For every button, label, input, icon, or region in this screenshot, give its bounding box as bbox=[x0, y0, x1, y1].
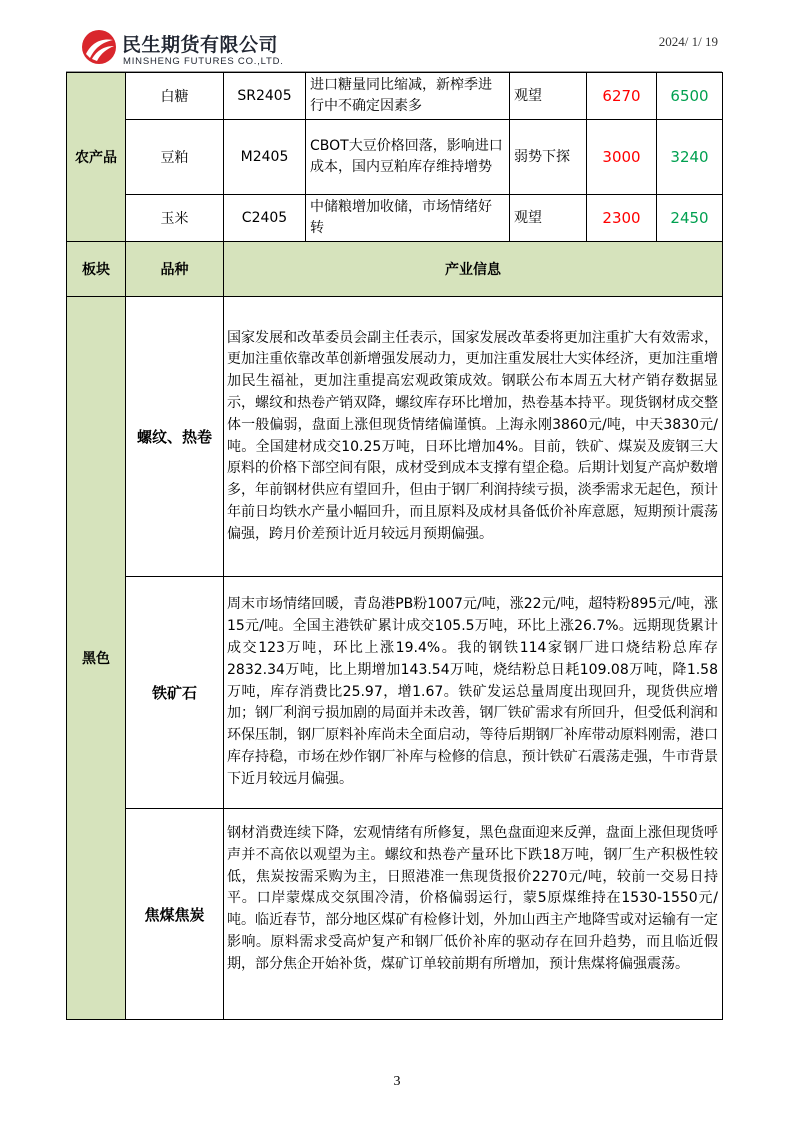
table-row bbox=[67, 577, 723, 809]
reason-cell: 进口糖量同比缩减，新榨季进行中不确定因素多 bbox=[306, 73, 510, 120]
sector-black: 黑色 bbox=[67, 297, 126, 1020]
view-cell: 弱势下探 bbox=[510, 120, 587, 195]
info-cell: 周末市场情绪回暖，青岛港PB粉1007元/吨，涨22元/吨，超特粉895元/吨，涨15元/吨。全国主港铁矿累计成交105.5万吨，环比上涨26.7%。远期现货累计成交123万吨，环比上涨19.4%。我的钢铁114家钢厂进口烧结粉总库存2832.34万吨，比上期增加143.54万吨，烧结粉总日耗109.08万吨，降1.58万吨，库存消费比25.97，增1.67。铁矿发运总量周度出现回升，现货供应增加；钢厂利润亏损加剧的局面并未改善，钢厂铁矿需求有所回升，但受低利润和环保压制，钢厂原料补库尚未全面启动，等待后期钢厂补库带动原料刚需，港口库存持稳，市场在炒作钢厂补库与检修的信息，预计铁矿石震荡走强，牛市背景下近月较远月偏强。 bbox=[224, 577, 723, 809]
reason-cell: 中储粮增加收储，市场情绪好转 bbox=[306, 195, 510, 242]
low-price-cell: 6270 bbox=[587, 73, 657, 120]
page-number: 3 bbox=[393, 1074, 401, 1089]
low-price-cell: 3000 bbox=[587, 120, 657, 195]
header-sector: 板块 bbox=[67, 242, 126, 297]
high-price-cell: 6500 bbox=[657, 73, 723, 120]
contract-cell: C2405 bbox=[224, 195, 306, 242]
report-date: 2024/ 1/ 19 bbox=[658, 34, 718, 49]
industry-table bbox=[66, 72, 723, 1020]
high-price-cell: 2450 bbox=[657, 195, 723, 242]
table-row bbox=[67, 195, 723, 242]
table-row bbox=[67, 809, 723, 1020]
minsheng-logo-icon bbox=[80, 28, 118, 66]
high-price-cell: 3240 bbox=[657, 120, 723, 195]
header-info: 产业信息 bbox=[224, 242, 723, 297]
sector-agri: 农产品 bbox=[67, 73, 126, 242]
low-price-cell: 2300 bbox=[587, 195, 657, 242]
variety-cell: 焦煤焦炭 bbox=[126, 809, 224, 1020]
variety-cell: 豆粕 bbox=[126, 120, 224, 195]
table-header-row bbox=[67, 242, 723, 297]
variety-cell: 白糖 bbox=[126, 73, 224, 120]
table-row bbox=[67, 120, 723, 195]
variety-cell: 螺纹、热卷 bbox=[126, 297, 224, 577]
view-cell: 观望 bbox=[510, 73, 587, 120]
variety-cell: 玉米 bbox=[126, 195, 224, 242]
company-name-cn: 民生期货有限公司 bbox=[122, 34, 279, 56]
reason-cell: CBOT大豆价格回落，影响进口成本，国内豆粕库存维持增势 bbox=[306, 120, 510, 195]
company-name-en: MINSHENG FUTURES CO.,LTD. bbox=[123, 56, 284, 67]
view-cell: 观望 bbox=[510, 195, 587, 242]
table-row bbox=[67, 73, 723, 120]
header-variety: 品种 bbox=[126, 242, 224, 297]
table-row bbox=[67, 297, 723, 577]
info-cell: 钢材消费连续下降，宏观情绪有所修复，黑色盘面迎来反弹，盘面上涨但现货呼声并不高依以观望为主。螺纹和热卷产量环比下跌18万吨，钢厂生产积极性较低，焦炭按需采购为主，日照港准一焦现货报价2270元/吨，较前一交易日持平。口岸蒙煤成交氛围冷清，价格偏弱运行，蒙5原煤维持在1530-1550元/吨。临近春节，部分地区煤矿有检修计划，外加山西主产地降雪或对运输有一定影响。原料需求受高炉复产和钢厂低价补库的驱动存在回升趋势，而且临近假期，部分焦企开始补货，煤矿订单较前期有所增加，预计焦煤将偏强震荡。 bbox=[224, 809, 723, 1020]
info-cell: 国家发展和改革委员会副主任表示，国家发展改革委将更加注重扩大有效需求，更加注重依靠改革创新增强发展动力，更加注重发展壮大实体经济，更加注重增加民生福祉，更加注重提高宏观政策成效。钢联公布本周五大材产销存数据显示，螺纹和热卷产销双降，螺纹库存环比增加，热卷基本持平。现货钢材成交整体一般偏弱，盘面上涨但现货情绪偏谨慎。上海永刚3860元/吨，中天3830元/吨。全国建材成交10.25万吨，日环比增加4%。目前，铁矿、煤炭及废钢三大原料的价格下部空间有限，成材受到成本支撑有望企稳。后期计划复产高炉数增多，年前钢材供应有望回升，但由于钢厂利润持续亏损，淡季需求无起色，预计年前日均铁水产量小幅回升，而且原料及成材具备低价补库意愿，短期预计震荡偏强，跨月价差预计近月较远月预期偏强。 bbox=[224, 297, 723, 577]
variety-cell: 铁矿石 bbox=[126, 577, 224, 809]
contract-cell: M2405 bbox=[224, 120, 306, 195]
contract-cell: SR2405 bbox=[224, 73, 306, 120]
